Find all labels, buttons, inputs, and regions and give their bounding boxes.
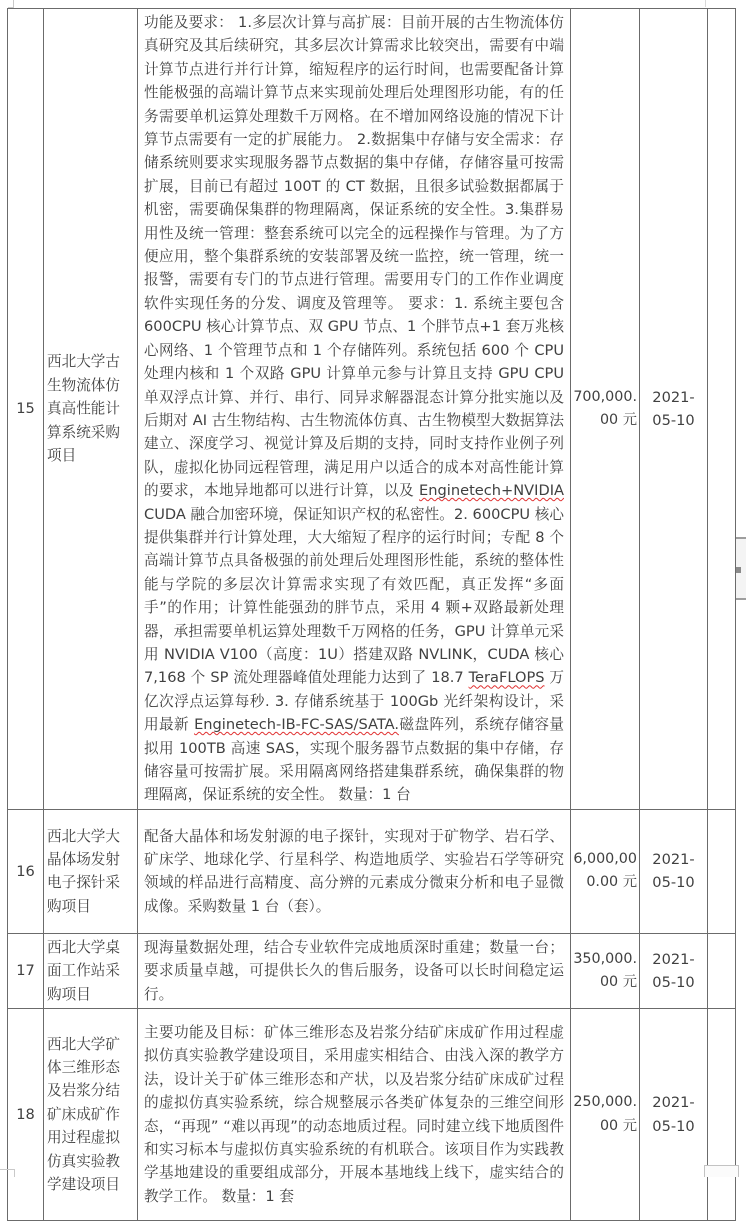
project-name-cell: 西北大学桌面工作站采购项目: [44, 933, 138, 1008]
budget-cell: 700,000.00 元: [571, 9, 640, 810]
remark-cell: [708, 933, 736, 1008]
previous-table-border-fragment-top-right: [705, 0, 706, 7]
procurement-table-body: [8, 9, 736, 1221]
table-row: [8, 933, 736, 1008]
budget-cell: 250,000.00 元: [571, 1009, 640, 1221]
project-name-cell: 西北大学古生物流体仿真高性能计算系统采购项目: [44, 9, 138, 810]
description-text: 配备大晶体和场发射源的电子探针，实现对于矿物学、岩石学、矿床学、地球化学、行星科学、构造地质学、实验岩石学等研究领域的样品进行高精度、高分辨的元素成分微束分析和电子显微成像。采购数量 1 台（套）。: [144, 827, 564, 915]
vertical-scrollbar-fragment[interactable]: [736, 537, 746, 600]
project-name-cell: 西北大学大晶体场发射电子探针采购项目: [44, 809, 138, 933]
row-number-cell: 15: [8, 9, 44, 810]
row-number-cell: 18: [8, 1009, 44, 1221]
description-text: 万亿次浮点运算每秒. 3. 存储系统基于 100Gb 光纤架构设计，采用最新: [144, 669, 564, 734]
description-cell: [138, 809, 571, 933]
procurement-table: [7, 8, 736, 1221]
date-cell: 2021-05-10: [640, 1009, 708, 1221]
remark-cell: [708, 809, 736, 933]
date-cell: 2021-05-10: [640, 933, 708, 1008]
description-cell: [138, 9, 571, 810]
project-name-cell: 西北大学矿体三维形态及岩浆分结矿床成矿作用过程虚拟仿真实验教学建设项目: [44, 1009, 138, 1221]
remark-cell: [708, 1009, 736, 1221]
misspelled-word: Enginetech-IB-FC-SAS/SATA.: [194, 716, 399, 734]
misspelled-word: TeraFLOPS: [468, 669, 545, 687]
budget-cell: 350,000.00 元: [571, 933, 640, 1008]
row-number-cell: 17: [8, 933, 44, 1008]
table-row: [8, 9, 736, 810]
description-cell: [138, 933, 571, 1008]
row-number-cell: 16: [8, 809, 44, 933]
description-text: 现海量数据处理，结合专业软件完成地质深时重建；数量一台；要求质量卓越，可提供长久的售后服务，设备可以长时间稳定运行。: [144, 938, 564, 1003]
description-text: 功能及要求： 1.多层次计算与高扩展：目前开展的古生物流体仿真研究及其后续研究，其多层次计算需求比较突出，需要有中端计算节点进行并行计算，缩短程序的运行时间，也需要配备计算性能极强的高端计算节点来实现前处理后处理图形功能，有的任务需要单机运算处理数千万网格。在不增加网络设施的情况下计算节点需要有一定的扩展能力。 2.数据集中存储与安全需求：存储系统则要求实现服务器节点数据的集中存储，存储容量可按需扩展，目前已有超过 100T 的 CT 数据，且很多试验数据都属于机密，需要确保集群的物理隔离，保证系统的安全性。3.集群易用性及统一管理：整套系统可以完全的远程操作与管理。为了方便应用，整个集群系统的安装部署及统一监控，统一管理，统一报警，需要有专门的节点进行管理。需要用专门的工作作业调度软件实现任务的分发、调度及管理等。 要求：1. 系统主要包含 600CPU 核心计算节点、双 GPU 节点、1 个胖节点+1 套万兆核心网络、1 个管理节点和 1 个存储阵列。系统包括 600 个 CPU 处理内核和 1 个双路 GPU 计算单元参与计算且支持 GPU CPU 单双浮点计算、并行、串行、同异求解器混态计算分批实施以及后期对 AI 古生物结构、古生物流体仿真、古生物模型大数据算法建立、深度学习、视觉计算及后期的支持，同时支持作业例子列队，虚拟化协同远程管理，满足用户以适合的成本对高性能计算的要求，本地异地都可以进行计算，以及: [144, 14, 564, 500]
scrollbar-thumb[interactable]: [736, 567, 741, 573]
misspelled-word: Enginetech+NVIDIA: [419, 482, 564, 500]
description-text: 主要功能及目标：矿体三维形态及岩浆分结矿床成矿作用过程虚拟仿真实验教学建设项目，采用虚实相结合、由浅入深的教学方法，设计关于矿体三维形态和产状，以及岩浆分结矿床成矿过程的虚拟仿真实验系统，综合规整展示各类矿体复杂的三维空间形态，“再现” “难以再现”的动态地质过程。同时建立线下地质图件和实习标本与虚拟仿真实验系统的有机联合。该项目作为实践教学基地建设的重要组成部分，开展本基地线上线下，虚实结合的教学工作。 数量：1 套: [144, 1023, 564, 1205]
table-row: [8, 1009, 736, 1221]
description-text: 磁盘阵列，系统存储容量拟用 100TB 高速 SAS，实现个服务器节点数据的集中存储，存储容量可按需扩展。采用隔离网络搭建集群系统，确保集群的物理隔离，保证系统的安全性。 数量：1 台: [144, 716, 564, 804]
description-cell: [138, 1009, 571, 1221]
previous-table-border-fragment-top-left: [8, 0, 14, 8]
table-row: [8, 809, 736, 933]
date-cell: 2021-05-10: [640, 9, 708, 810]
remark-cell: [708, 9, 736, 810]
description-text: CUDA 融合加密环境，保证知识产权的私密性。2. 600CPU 核心提供集群并行计算处理，大大缩短了程序的运行时间；专配 8 个高端计算节点具备极强的前处理后处理图形性能，系统的整体性能与学院的多层次计算需求实现了有效匹配，真正发挥“多面手”的作用；计算性能强劲的胖节点，采用 4 颗+双路最新处理器，承担需要单机运算处理数千万网格的任务，GPU 计算单元采用 NVIDIA V100（高度：1U）搭建双路 NVLINK，CUDA 核心 7,168 个 SP 流处理器峰值处理能力达到了 18.7: [144, 505, 564, 687]
date-cell: 2021-05-10: [640, 809, 708, 933]
budget-cell: 6,000,000.00 元: [571, 809, 640, 933]
